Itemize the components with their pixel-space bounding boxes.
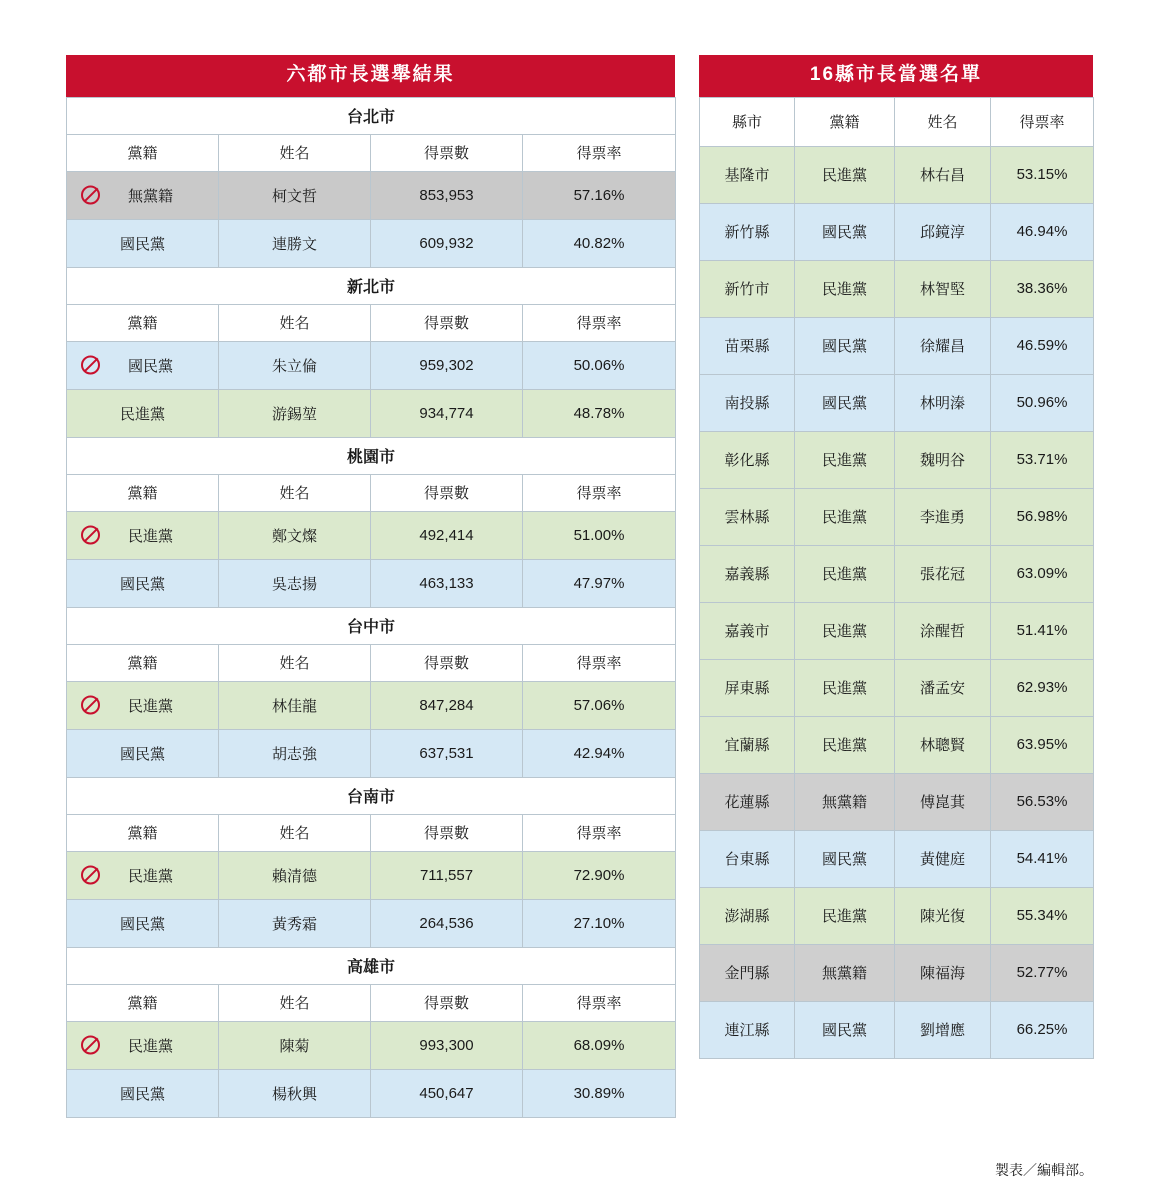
county-row xyxy=(700,659,1094,716)
column-header: 姓名 xyxy=(895,97,991,146)
county-vote-rate: 63.95% xyxy=(991,716,1094,773)
county-party: 民進黨 xyxy=(795,488,895,545)
winner-check-icon xyxy=(81,526,100,545)
footnote: 製表／編輯部。 xyxy=(995,1162,1093,1178)
column-header: 黨籍 xyxy=(67,134,219,171)
candidate-row xyxy=(67,511,676,559)
column-header: 得票數 xyxy=(371,304,523,341)
county-name: 新竹縣 xyxy=(700,203,795,260)
candidate-party xyxy=(67,341,219,389)
county-name: 花蓮縣 xyxy=(700,773,795,830)
column-header: 姓名 xyxy=(219,474,371,511)
county-vote-rate: 38.36% xyxy=(991,260,1094,317)
candidate-row xyxy=(67,1021,676,1069)
county-vote-rate: 46.59% xyxy=(991,317,1094,374)
city-name: 高雄市 xyxy=(67,947,676,984)
column-header-row xyxy=(67,984,676,1021)
county-row xyxy=(700,716,1094,773)
candidate-row xyxy=(67,851,676,899)
column-header: 黨籍 xyxy=(67,304,219,341)
candidate-vote-rate: 68.09% xyxy=(523,1021,676,1069)
winner-check-icon xyxy=(81,356,100,375)
candidate-row xyxy=(67,389,676,437)
county-winner-name: 傅崑萁 xyxy=(895,773,991,830)
party-label: 民進黨 xyxy=(127,867,173,885)
county-name: 澎湖縣 xyxy=(700,887,795,944)
candidate-vote-rate: 51.00% xyxy=(523,511,676,559)
winner-check-icon xyxy=(81,1036,100,1055)
county-party: 無黨籍 xyxy=(795,944,895,1001)
candidate-row xyxy=(67,171,676,219)
candidate-votes: 959,302 xyxy=(371,341,523,389)
city-name: 新北市 xyxy=(67,267,676,304)
county-name: 基隆市 xyxy=(700,146,795,203)
column-header: 得票數 xyxy=(371,134,523,171)
winner-check-icon xyxy=(81,186,100,205)
column-header-row xyxy=(67,304,676,341)
column-header: 得票率 xyxy=(523,474,676,511)
county-winner-name: 劉增應 xyxy=(895,1001,991,1058)
county-vote-rate: 66.25% xyxy=(991,1001,1094,1058)
city-name: 台北市 xyxy=(67,97,676,134)
column-header: 黨籍 xyxy=(67,644,219,681)
party-label: 國民黨 xyxy=(119,745,165,763)
candidate-name: 陳菊 xyxy=(219,1021,371,1069)
county-name: 嘉義市 xyxy=(700,602,795,659)
county-row xyxy=(700,602,1094,659)
column-header: 黨籍 xyxy=(795,97,895,146)
column-header: 得票數 xyxy=(371,814,523,851)
candidate-vote-rate: 40.82% xyxy=(523,219,676,267)
candidate-party xyxy=(67,681,219,729)
city-name: 桃園市 xyxy=(67,437,676,474)
candidate-name: 朱立倫 xyxy=(219,341,371,389)
candidate-votes: 492,414 xyxy=(371,511,523,559)
candidate-name: 鄭文燦 xyxy=(219,511,371,559)
county-vote-rate: 56.98% xyxy=(991,488,1094,545)
candidate-party xyxy=(67,511,219,559)
candidate-row xyxy=(67,219,676,267)
county-name: 南投縣 xyxy=(700,374,795,431)
candidate-name: 黃秀霜 xyxy=(219,899,371,947)
candidate-row xyxy=(67,899,676,947)
column-header: 黨籍 xyxy=(67,474,219,511)
column-header: 得票率 xyxy=(523,644,676,681)
county-party: 民進黨 xyxy=(795,602,895,659)
county-party: 民進黨 xyxy=(795,716,895,773)
county-vote-rate: 62.93% xyxy=(991,659,1094,716)
party-label: 國民黨 xyxy=(119,1085,165,1103)
county-name: 雲林縣 xyxy=(700,488,795,545)
column-header: 得票率 xyxy=(991,97,1094,146)
county-winner-name: 邱鏡淳 xyxy=(895,203,991,260)
candidate-row xyxy=(67,341,676,389)
party-label: 國民黨 xyxy=(119,235,165,253)
sixteen-counties-table xyxy=(699,97,1094,1059)
column-header: 黨籍 xyxy=(67,814,219,851)
county-party: 民進黨 xyxy=(795,887,895,944)
column-header: 得票率 xyxy=(523,134,676,171)
city-header-row xyxy=(67,607,676,644)
county-winner-name: 涂醒哲 xyxy=(895,602,991,659)
county-name: 彰化縣 xyxy=(700,431,795,488)
county-winner-name: 林聰賢 xyxy=(895,716,991,773)
column-header-row xyxy=(67,474,676,511)
county-winner-name: 黃健庭 xyxy=(895,830,991,887)
county-vote-rate: 52.77% xyxy=(991,944,1094,1001)
city-header-row xyxy=(67,437,676,474)
candidate-party xyxy=(67,1021,219,1069)
candidate-vote-rate: 30.89% xyxy=(523,1069,676,1117)
county-winner-name: 徐耀昌 xyxy=(895,317,991,374)
candidate-votes: 450,647 xyxy=(371,1069,523,1117)
city-header-row xyxy=(67,777,676,814)
city-header-row xyxy=(67,947,676,984)
candidate-votes: 609,932 xyxy=(371,219,523,267)
county-row xyxy=(700,1001,1094,1058)
candidate-party xyxy=(67,171,219,219)
candidate-row xyxy=(67,729,676,777)
candidate-name: 連勝文 xyxy=(219,219,371,267)
column-header: 縣市 xyxy=(700,97,795,146)
county-winner-name: 林智堅 xyxy=(895,260,991,317)
candidate-votes: 637,531 xyxy=(371,729,523,777)
county-winner-name: 李進勇 xyxy=(895,488,991,545)
left-table-title: 六都市長選舉結果 xyxy=(66,55,675,97)
party-label: 民進黨 xyxy=(127,1037,173,1055)
county-winner-name: 陳福海 xyxy=(895,944,991,1001)
party-label: 民進黨 xyxy=(127,527,173,545)
candidate-name: 林佳龍 xyxy=(219,681,371,729)
winner-check-icon xyxy=(81,866,100,885)
county-vote-rate: 54.41% xyxy=(991,830,1094,887)
candidate-party xyxy=(67,389,219,437)
county-row xyxy=(700,146,1094,203)
county-row xyxy=(700,488,1094,545)
county-name: 嘉義縣 xyxy=(700,545,795,602)
candidate-votes: 264,536 xyxy=(371,899,523,947)
city-name: 台中市 xyxy=(67,607,676,644)
county-party: 無黨籍 xyxy=(795,773,895,830)
candidate-party xyxy=(67,1069,219,1117)
candidate-votes: 993,300 xyxy=(371,1021,523,1069)
county-party: 國民黨 xyxy=(795,374,895,431)
column-header-row xyxy=(700,97,1094,146)
county-party: 國民黨 xyxy=(795,1001,895,1058)
column-header: 姓名 xyxy=(219,644,371,681)
county-vote-rate: 55.34% xyxy=(991,887,1094,944)
county-vote-rate: 63.09% xyxy=(991,545,1094,602)
county-name: 新竹市 xyxy=(700,260,795,317)
county-party: 民進黨 xyxy=(795,146,895,203)
county-row xyxy=(700,887,1094,944)
candidate-party xyxy=(67,559,219,607)
column-header-row xyxy=(67,814,676,851)
county-name: 台東縣 xyxy=(700,830,795,887)
column-header: 姓名 xyxy=(219,134,371,171)
candidate-vote-rate: 42.94% xyxy=(523,729,676,777)
city-header-row xyxy=(67,267,676,304)
column-header: 姓名 xyxy=(219,304,371,341)
candidate-party xyxy=(67,899,219,947)
winner-check-icon xyxy=(81,696,100,715)
county-vote-rate: 53.71% xyxy=(991,431,1094,488)
column-header: 得票數 xyxy=(371,984,523,1021)
candidate-vote-rate: 27.10% xyxy=(523,899,676,947)
party-label: 民進黨 xyxy=(119,405,165,423)
county-row xyxy=(700,944,1094,1001)
candidate-vote-rate: 72.90% xyxy=(523,851,676,899)
party-label: 國民黨 xyxy=(119,915,165,933)
right-table-title: 16縣市長當選名單 xyxy=(699,55,1093,97)
candidate-vote-rate: 48.78% xyxy=(523,389,676,437)
candidate-row xyxy=(67,681,676,729)
party-label: 國民黨 xyxy=(127,357,173,375)
city-header-row xyxy=(67,97,676,134)
candidate-votes: 934,774 xyxy=(371,389,523,437)
county-party: 民進黨 xyxy=(795,545,895,602)
party-label: 民進黨 xyxy=(127,697,173,715)
candidate-vote-rate: 57.06% xyxy=(523,681,676,729)
six-municipalities-panel xyxy=(66,55,675,1118)
county-party: 國民黨 xyxy=(795,317,895,374)
county-party: 民進黨 xyxy=(795,659,895,716)
county-row xyxy=(700,203,1094,260)
party-label: 無黨籍 xyxy=(127,187,173,205)
county-party: 民進黨 xyxy=(795,431,895,488)
county-winner-name: 張花冠 xyxy=(895,545,991,602)
party-label: 國民黨 xyxy=(119,575,165,593)
county-row xyxy=(700,260,1094,317)
candidate-vote-rate: 50.06% xyxy=(523,341,676,389)
column-header: 姓名 xyxy=(219,814,371,851)
candidate-party xyxy=(67,219,219,267)
column-header-row xyxy=(67,134,676,171)
county-party: 民進黨 xyxy=(795,260,895,317)
candidate-party xyxy=(67,729,219,777)
county-row xyxy=(700,374,1094,431)
candidate-name: 楊秋興 xyxy=(219,1069,371,1117)
candidate-votes: 711,557 xyxy=(371,851,523,899)
county-vote-rate: 56.53% xyxy=(991,773,1094,830)
candidate-row xyxy=(67,1069,676,1117)
county-winner-name: 潘孟安 xyxy=(895,659,991,716)
county-row xyxy=(700,545,1094,602)
candidate-votes: 853,953 xyxy=(371,171,523,219)
candidate-vote-rate: 57.16% xyxy=(523,171,676,219)
county-row xyxy=(700,830,1094,887)
candidate-name: 賴清德 xyxy=(219,851,371,899)
column-header: 得票數 xyxy=(371,644,523,681)
column-header: 得票率 xyxy=(523,814,676,851)
county-winner-name: 林明溱 xyxy=(895,374,991,431)
candidate-name: 胡志強 xyxy=(219,729,371,777)
county-name: 連江縣 xyxy=(700,1001,795,1058)
county-row xyxy=(700,317,1094,374)
column-header: 得票率 xyxy=(523,304,676,341)
column-header: 得票率 xyxy=(523,984,676,1021)
column-header: 黨籍 xyxy=(67,984,219,1021)
candidate-name: 吳志揚 xyxy=(219,559,371,607)
county-name: 屏東縣 xyxy=(700,659,795,716)
candidate-party xyxy=(67,851,219,899)
county-name: 金門縣 xyxy=(700,944,795,1001)
candidate-votes: 847,284 xyxy=(371,681,523,729)
county-winner-name: 魏明谷 xyxy=(895,431,991,488)
county-party: 國民黨 xyxy=(795,830,895,887)
county-winner-name: 林右昌 xyxy=(895,146,991,203)
column-header-row xyxy=(67,644,676,681)
column-header: 姓名 xyxy=(219,984,371,1021)
candidate-row xyxy=(67,559,676,607)
candidate-votes: 463,133 xyxy=(371,559,523,607)
city-name: 台南市 xyxy=(67,777,676,814)
county-winner-name: 陳光復 xyxy=(895,887,991,944)
county-name: 苗栗縣 xyxy=(700,317,795,374)
county-vote-rate: 51.41% xyxy=(991,602,1094,659)
six-municipalities-table xyxy=(66,97,676,1118)
county-vote-rate: 46.94% xyxy=(991,203,1094,260)
candidate-name: 柯文哲 xyxy=(219,171,371,219)
column-header: 得票數 xyxy=(371,474,523,511)
county-row xyxy=(700,773,1094,830)
county-party: 國民黨 xyxy=(795,203,895,260)
candidate-name: 游錫堃 xyxy=(219,389,371,437)
sixteen-counties-panel xyxy=(699,55,1093,1059)
county-vote-rate: 50.96% xyxy=(991,374,1094,431)
county-name: 宜蘭縣 xyxy=(700,716,795,773)
county-vote-rate: 53.15% xyxy=(991,146,1094,203)
candidate-vote-rate: 47.97% xyxy=(523,559,676,607)
county-row xyxy=(700,431,1094,488)
